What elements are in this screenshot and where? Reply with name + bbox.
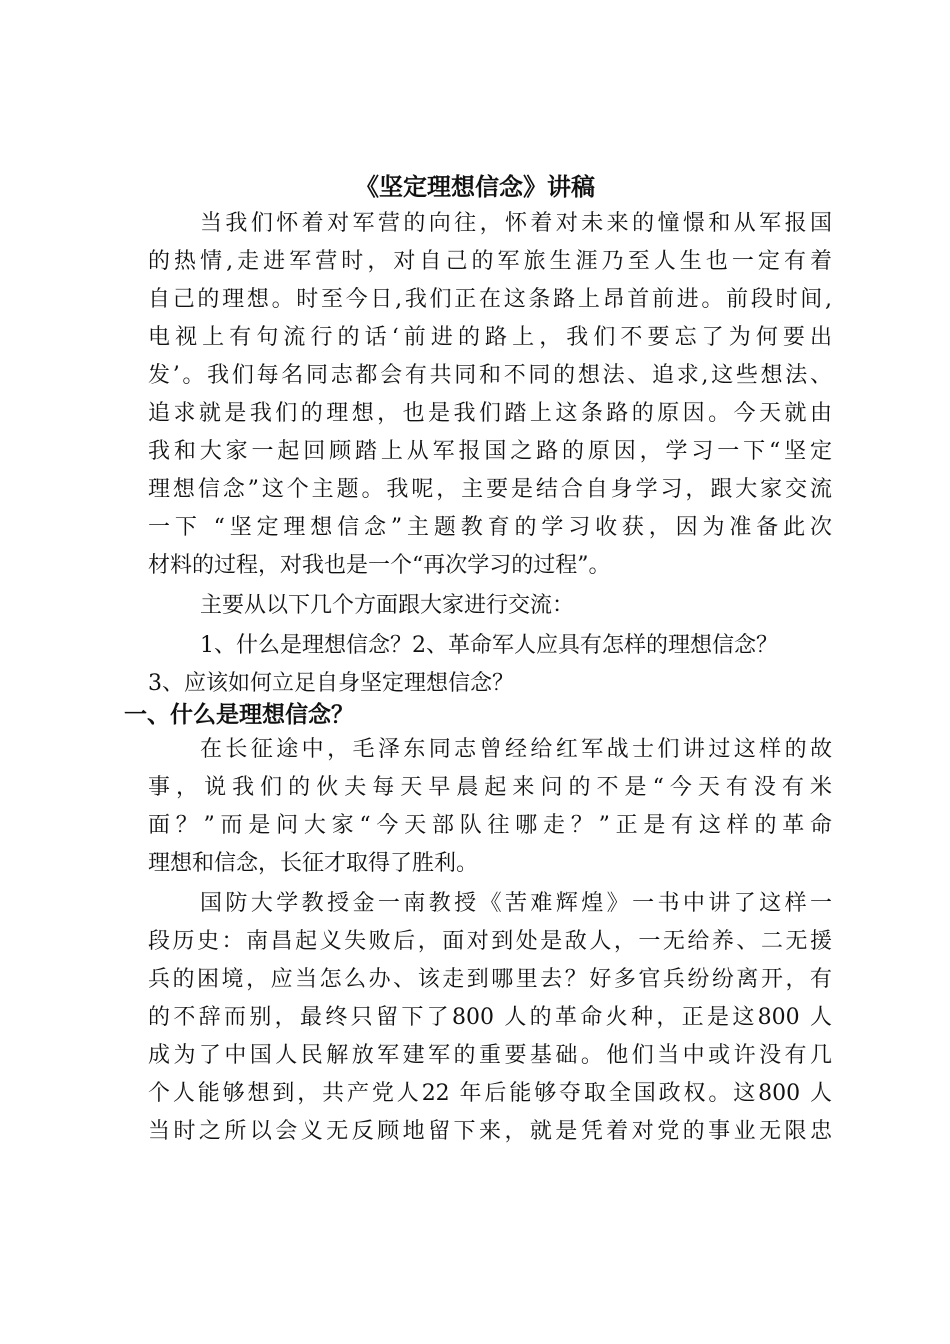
paragraph-line: 追求就是我们的理想，也是我们踏上这条路的原因。今天就由 (148, 401, 832, 426)
overview-line: 主要从以下几个方面跟大家进行交流： (200, 593, 575, 618)
paragraph-line: 材料的过程，对我也是一个“再次学习的过程”。 (148, 553, 611, 578)
paragraph-line: 我和大家一起回顾踏上从军报国之路的原因，学习一下“坚定 (148, 439, 832, 464)
paragraph-line: 兵的困境，应当怎么办、该走到哪里去？好多官兵纷纷离开，有 (148, 967, 832, 992)
paragraph-line: 成为了中国人民解放军建军的重要基础。他们当中或许没有几 (148, 1043, 832, 1068)
paragraph-line: 的不辞而别，最终只留下了800 人的革命火种，正是这800 人 (148, 1005, 832, 1030)
paragraph-line: 面？”而是问大家“今天部队往哪走？”正是有这样的革命 (148, 813, 832, 838)
paragraph-line: 理想信念”这个主题。我呢，主要是结合自身学习，跟大家交流 (148, 477, 832, 502)
paragraph-line: 的热情,走进军营时，对自己的军旅生涯乃至人生也一定有着 (148, 249, 832, 274)
document-title: 《坚定理想信念》讲稿 (355, 173, 595, 201)
paragraph-line: 当时之所以会义无反顾地留下来，就是凭着对党的事业无限忠 (148, 1119, 832, 1144)
paragraph-line: 电视上有句流行的话‘前进的路上，我们不要忘了为何要出 (148, 325, 832, 350)
paragraph-line: 国防大学教授金一南教授《苦难辉煌》一书中讲了这样一 (200, 891, 832, 916)
paragraph-line: 发’。我们每名同志都会有共同和不同的想法、追求,这些想法、 (148, 363, 832, 388)
paragraph-line: 个人能够想到，共产党人22 年后能够夺取全国政权。这800 人 (148, 1081, 832, 1106)
paragraph-line: 自己的理想。时至今日,我们正在这条路上昂首前进。前段时间, (148, 287, 832, 312)
paragraph-line: 一下 “坚定理想信念”主题教育的学习收获，因为准备此次 (148, 515, 832, 540)
paragraph-line: 在长征途中，毛泽东同志曾经给红军战士们讲过这样的故 (200, 737, 832, 762)
paragraph-line: 段历史：南昌起义失败后，面对到处是敌人，一无给养、二无援 (148, 929, 832, 954)
paragraph-line: 事，说我们的伙夫每天早晨起来问的不是“今天有没有米 (148, 775, 832, 800)
topics-line: 1、什么是理想信念？2、革命军人应具有怎样的理想信念？ (200, 633, 778, 658)
topics-line: 3、应该如何立足自身坚定理想信念？ (148, 671, 514, 696)
paragraph-line: 理想和信念，长征才取得了胜利。 (148, 851, 479, 876)
paragraph-line: 当我们怀着对军营的向往，怀着对未来的憧憬和从军报国 (200, 211, 832, 236)
section-heading: 一、什么是理想信念？ (124, 702, 354, 728)
